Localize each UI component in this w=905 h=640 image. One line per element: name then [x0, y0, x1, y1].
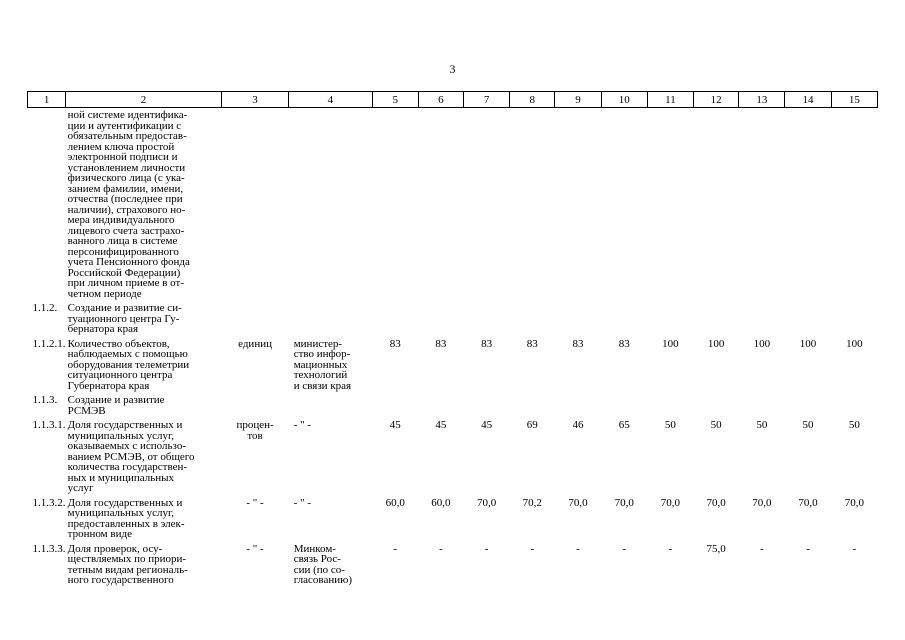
- row-number-cell: 1.1.3.3.: [32, 542, 66, 555]
- indicators-table: [27, 91, 878, 588]
- table-row: [28, 337, 878, 394]
- value-cell: 100: [799, 337, 817, 350]
- value-cell: [464, 301, 510, 337]
- header-cell: 5: [372, 92, 418, 108]
- value-cell: [418, 393, 463, 418]
- value-cell: 70,0: [476, 496, 497, 509]
- unit-cell: [221, 108, 288, 302]
- value-cell: [647, 301, 693, 337]
- unit-cell-text: - " -: [246, 496, 264, 509]
- responsible-cell: [289, 301, 372, 337]
- value-cell: [831, 108, 877, 302]
- value-cell: [831, 393, 877, 418]
- value-cell: 70,0: [568, 496, 588, 509]
- responsible-cell-text: - " -: [293, 419, 312, 431]
- value-cell: 70,0: [844, 496, 864, 509]
- responsible-cell: [289, 418, 372, 496]
- table-row: [28, 418, 878, 496]
- value-cell: 83: [618, 337, 630, 350]
- indicator-name-cell: [66, 496, 222, 542]
- row-number-cell: 1.1.3.2.: [32, 496, 66, 509]
- value-cell: [418, 301, 463, 337]
- value-cell: 100: [662, 337, 679, 350]
- value-cell: [510, 393, 555, 418]
- value-cell: 45: [435, 419, 447, 431]
- value-cell: [694, 393, 739, 418]
- value-cell: 50: [664, 419, 676, 431]
- header-cell: 14: [785, 92, 831, 108]
- value-cell: 70,0: [798, 496, 818, 509]
- indicator-name-cell-text: Количество объектов, наблюдаемых с помощью оборудования телеметрии ситуационного центра Губернатора края: [67, 337, 190, 392]
- indicator-name-cell-text: ной системе идентифика- ции и аутентификации с обязательным предостав- лением ключа простой электронной подписи и установлением личности физического лица (с ука- занием фамилии, имени, отчества (последнее при наличии), страхового но- мера индивидуального лицевого счета застрахо- ванного лица в системе персонифицированного учета Пенсионного фонда Российской Федерации) при личном приеме в от- четном периоде: [67, 109, 190, 300]
- page-number: 3: [449, 62, 456, 76]
- unit-cell-text: процен- тов: [236, 419, 274, 442]
- header-cell: 11: [647, 92, 693, 108]
- value-cell: [510, 301, 555, 337]
- value-cell: 83: [435, 337, 447, 350]
- unit-cell-text: единиц: [238, 337, 272, 350]
- header-cell: 10: [601, 92, 647, 108]
- indicator-name-cell-text: Доля государственных и муниципальных услуг, предоставленных в элек- тронном виде: [67, 496, 185, 540]
- value-cell: 50: [848, 419, 860, 431]
- indicator-name-cell-text: Доля государственных и муниципальных услуг, оказываемых с использо- ванием РСМЭВ, от общего количества государствен- ных и муниципальных услуг: [67, 419, 195, 494]
- value-cell: [739, 108, 785, 302]
- value-cell: -: [530, 542, 535, 555]
- value-cell: -: [759, 542, 764, 555]
- indicator-name-cell: [66, 418, 222, 496]
- responsible-cell: [289, 542, 372, 588]
- indicator-name-cell: [66, 301, 222, 337]
- value-cell: -: [484, 542, 489, 555]
- value-cell: 50: [710, 419, 722, 431]
- value-cell: [739, 393, 785, 418]
- value-cell: 83: [572, 337, 584, 350]
- value-cell: 45: [389, 419, 401, 431]
- header-cell: 7: [464, 92, 510, 108]
- value-cell: -: [576, 542, 580, 555]
- value-cell: 46: [572, 419, 584, 431]
- indicator-name-cell-text: Создание и развитие си- туационного центра Гу- бернатора края: [67, 302, 182, 335]
- table-row: [28, 496, 878, 542]
- value-cell: [372, 393, 418, 418]
- value-cell: 45: [481, 419, 493, 431]
- value-cell: 65: [618, 419, 630, 431]
- value-cell: 83: [481, 337, 493, 350]
- indicator-name-cell-text: Доля проверок, осу- ществляемых по приори- тетным видам региональ- ного государственного: [67, 542, 188, 586]
- value-cell: -: [806, 542, 810, 555]
- value-cell: [785, 108, 831, 302]
- value-cell: [555, 301, 601, 337]
- value-cell: -: [439, 542, 443, 555]
- row-number-cell: 1.1.2.1.: [32, 337, 66, 350]
- responsible-cell: [289, 108, 372, 302]
- responsible-cell-text: министер- ство инфор- мационных технологий и связи края: [293, 337, 352, 392]
- value-cell: [601, 108, 647, 302]
- header-cell: 1: [28, 92, 66, 108]
- value-cell: 60,0: [431, 496, 451, 509]
- header-cell: 9: [555, 92, 601, 108]
- indicator-name-cell: [66, 393, 222, 418]
- value-cell: 70,0: [660, 496, 681, 509]
- unit-cell: [221, 301, 288, 337]
- header-row: [28, 92, 878, 108]
- value-cell: 100: [707, 337, 725, 350]
- indicator-name-cell-text: Создание и развитие РСМЭВ: [67, 394, 165, 417]
- value-cell: 100: [846, 337, 863, 350]
- value-cell: 100: [753, 337, 771, 350]
- responsible-cell: [289, 496, 372, 542]
- value-cell: [555, 393, 601, 418]
- value-cell: 70,0: [752, 496, 772, 509]
- value-cell: 75,0: [706, 542, 726, 555]
- table-header: [28, 92, 878, 108]
- unit-cell: [221, 418, 288, 496]
- header-cell: 6: [418, 92, 463, 108]
- value-cell: [372, 301, 418, 337]
- unit-cell-text: - " -: [246, 542, 264, 555]
- value-cell: [785, 393, 831, 418]
- unit-cell: [221, 542, 288, 588]
- value-cell: 60,0: [385, 496, 405, 509]
- value-cell: 83: [389, 337, 401, 350]
- indicator-name-cell: [66, 542, 222, 588]
- value-cell: 50: [756, 419, 768, 431]
- table-row: [28, 108, 878, 302]
- value-cell: [464, 108, 510, 302]
- responsible-cell: [289, 337, 372, 394]
- indicator-name-cell: [66, 108, 222, 302]
- header-cell: 2: [66, 92, 222, 108]
- unit-cell: [221, 393, 288, 418]
- value-cell: [555, 108, 601, 302]
- value-cell: [510, 108, 555, 302]
- value-cell: -: [393, 542, 398, 555]
- value-cell: [601, 393, 647, 418]
- value-cell: 69: [526, 419, 538, 431]
- value-cell: [694, 301, 739, 337]
- table-row: [28, 301, 878, 337]
- table-row: [28, 393, 878, 418]
- value-cell: [785, 301, 831, 337]
- value-cell: [694, 108, 739, 302]
- value-cell: [601, 301, 647, 337]
- value-cell: 83: [526, 337, 538, 350]
- table-body: [28, 108, 878, 588]
- value-cell: [647, 393, 693, 418]
- row-number-cell: 1.1.3.1.: [32, 419, 66, 431]
- row-number-cell: [28, 108, 66, 302]
- table-row: [28, 542, 878, 588]
- row-number-cell: 1.1.2.: [32, 302, 58, 314]
- value-cell: -: [668, 542, 673, 555]
- indicator-name-cell: [66, 337, 222, 394]
- value-cell: [739, 301, 785, 337]
- value-cell: -: [852, 542, 857, 555]
- header-cell: 12: [694, 92, 739, 108]
- value-cell: [418, 108, 463, 302]
- header-cell: 4: [289, 92, 372, 108]
- responsible-cell-text: Минком- связь Рос- сии (по со- гласованию): [293, 542, 352, 586]
- value-cell: 70,2: [522, 496, 542, 509]
- header-cell: 8: [510, 92, 555, 108]
- value-cell: [372, 108, 418, 302]
- header-cell: 3: [221, 92, 288, 108]
- value-cell: [464, 393, 510, 418]
- row-number-cell: 1.1.3.: [32, 394, 58, 406]
- unit-cell: [221, 337, 288, 394]
- value-cell: -: [622, 542, 627, 555]
- value-cell: 50: [802, 419, 814, 431]
- unit-cell: [221, 496, 288, 542]
- value-cell: [647, 108, 693, 302]
- header-cell: 15: [831, 92, 877, 108]
- value-cell: [831, 301, 877, 337]
- responsible-cell-text: - " -: [293, 496, 312, 509]
- header-cell: 13: [739, 92, 785, 108]
- responsible-cell: [289, 393, 372, 418]
- value-cell: 70,0: [706, 496, 726, 509]
- value-cell: 70,0: [614, 496, 634, 509]
